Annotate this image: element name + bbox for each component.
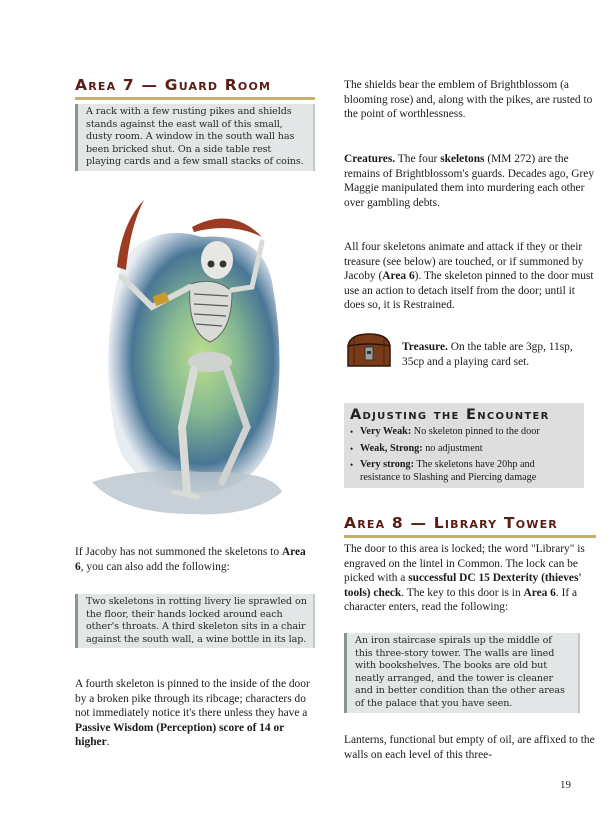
area8-intro-1: The door to this area is locked; the word "Library" is engraved on the lintel in Common. The lock can be picked with a — [344, 543, 585, 585]
adjustment-label: Weak, Strong: — [360, 442, 423, 454]
area6-reference-2: Area 6 — [382, 270, 415, 283]
animate-text-after: ). The skeleton pinned to the door must use an action to detach itself from the door; until it does so, it is Restrained. — [344, 270, 594, 312]
adjustment-item-very-strong — [350, 459, 576, 484]
area6-reference-3: Area 6 — [523, 586, 556, 599]
area7-section — [75, 76, 315, 171]
adjustment-item-very-weak — [350, 426, 576, 439]
read-aloud-2-section — [75, 594, 315, 648]
lanterns-text: Lanterns, functional but empty of oil, are affixed to the walls on each level of this three- — [344, 734, 595, 761]
shields-paragraph — [344, 78, 596, 122]
treasure-label: Treasure. — [402, 341, 448, 353]
adjustment-list — [350, 426, 576, 484]
skeletons-reference: skeletons — [440, 153, 485, 165]
adjusting-encounter-sidebar — [344, 403, 584, 488]
adjustment-label: Very Weak: — [360, 426, 412, 437]
treasure-details: On the table are 3gp, 11sp, 35cp and a playing card set. — [402, 341, 573, 368]
skeleton-illustration — [82, 192, 318, 528]
summon-note-text-after: , you can also add the following: — [80, 560, 230, 573]
creatures-label: Creatures. — [344, 153, 396, 165]
animate-paragraph — [344, 240, 596, 313]
shields-text: The shields bear the emblem of Brightblossom (a blooming rose) and, along with the pikes, are rusted to the point of worthlessness. — [344, 79, 593, 121]
adjustment-label: Very strong: — [360, 459, 415, 471]
page-number: 19 — [560, 779, 571, 791]
treasure-text — [402, 330, 596, 369]
fourth-skeleton-text-after: . — [106, 736, 110, 749]
lanterns-paragraph — [344, 733, 596, 762]
passive-wisdom-check: Passive Wisdom (Perception) score of 14 or higher — [75, 721, 285, 749]
adjustment-text: no adjustment — [422, 442, 483, 454]
area8-intro-3: . If a character enters, read the following: — [344, 586, 578, 614]
adjusting-encounter-title: Adjusting the Encounter — [350, 407, 550, 423]
area7-heading: Area 7 — Guard Room — [75, 76, 315, 100]
creatures-text-1: The four — [395, 153, 441, 165]
adjustment-text: No skeleton pinned to the door — [411, 426, 540, 437]
fourth-skeleton-text — [75, 677, 315, 750]
creatures-text — [344, 152, 596, 210]
treasure-chest-icon — [344, 330, 394, 370]
fourth-skeleton-paragraph — [75, 677, 315, 750]
skeleton-icon — [82, 192, 318, 528]
creatures-paragraph — [344, 152, 596, 210]
adjustment-item-weak-strong — [350, 443, 576, 456]
area8-intro — [344, 542, 596, 615]
summon-note — [75, 545, 315, 574]
summon-note-text — [75, 545, 315, 574]
area8-section — [344, 514, 596, 615]
summon-note-text-before: If Jacoby has not summoned the skeletons to — [75, 546, 282, 558]
area8-heading: Area 8 — Library Tower — [344, 514, 596, 538]
area8-read-aloud-section — [344, 633, 580, 713]
area7-read-aloud-box: A rack with a few rusting pikes and shields stands against the east wall of this small, dusty room. A window in the south wall has been bricked shut. On a side table rest playing cards and a few small stacks of coins. — [75, 104, 315, 171]
animate-text — [344, 240, 596, 313]
fourth-skeleton-text-before: A fourth skeleton is pinned to the inside of the door by a broken pike through its ribcage; characters do not immediately notice it's there unless they have a — [75, 678, 310, 720]
read-aloud-2-box: Two skeletons in rotting livery lie sprawled on the floor, their hands locked around each other's throats. A third skeleton sits in a chair against the south wall, a wine bottle in its lap. — [75, 594, 315, 648]
dexterity-check: successful DC 15 Dexterity (thieves' tools) check — [344, 572, 582, 599]
treasure-block — [344, 330, 596, 372]
area6-reference: Area 6 — [75, 546, 306, 573]
creatures-text-2: (MM 272) are the remains of Brightblossom's guards. Decades ago, Grey Maggie manipulated them into murdering each other over gambling debts. — [344, 153, 595, 209]
area8-intro-2: . The key to this door is in — [401, 586, 524, 599]
adjustment-text: The skeletons have 20hp and resistance to Slashing and Piercing damage — [360, 459, 537, 483]
area8-read-aloud-box: An iron staircase spirals up the middle of this three-story tower. The walls are lined with bookshelves. The books are old but neatly arranged, and the tower is cleaner and in better condition than the other areas of the palace that you have seen. — [344, 633, 580, 713]
animate-text-before: All four skeletons animate and attack if they or their treasure (see below) are touched, or if summoned by Jacoby ( — [344, 241, 584, 283]
